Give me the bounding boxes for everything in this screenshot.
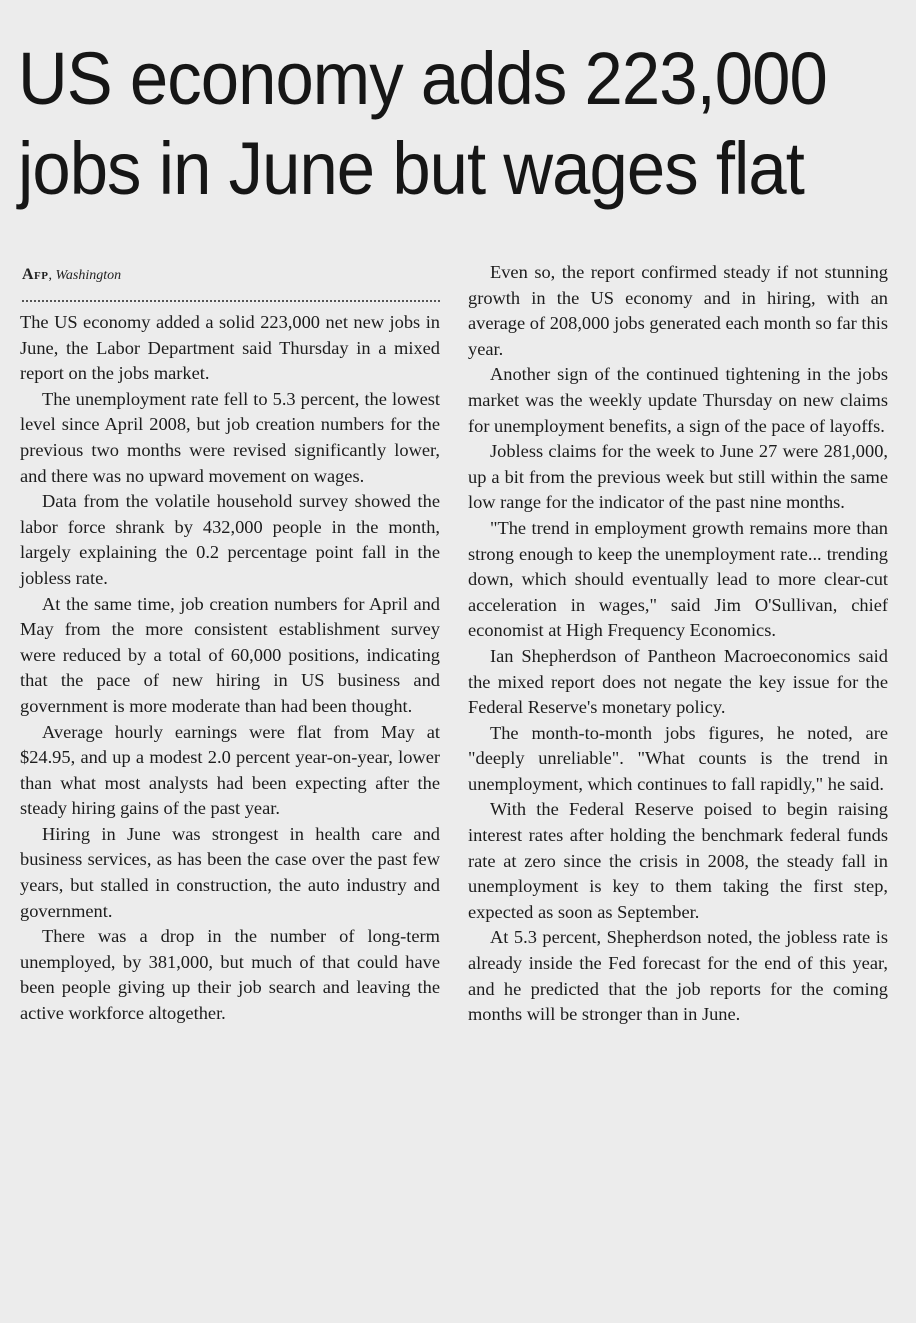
byline-separator: , (48, 268, 56, 283)
paragraph: Data from the volatile household survey showed the labor force shrank by 432,000 people in the month, largely explaining the 0.2 percentage point fall in the jobless rate. (20, 491, 440, 588)
paragraph: There was a drop in the number of long-term unemployed, by 381,000, but much of that could have been people giving up their job search and leaving the active workforce altogether. (20, 926, 440, 1024)
paragraph: Hiring in June was strongest in health care and business services, as has been the case over the past few years, but stalled in construction, the auto industry and government. (20, 823, 440, 921)
paragraph: The unemployment rate fell to 5.3 percent, the lowest level since April 2008, but job creation numbers for the previous two months were revised significantly lower, and there was no upward movement on wages. (20, 388, 440, 486)
paragraph: Even so, the report confirmed steady if not stunning growth in the US economy and in hiring, with an average of 208,000 jobs generated each month so far this year. (468, 262, 888, 359)
paragraph: The month-to-month jobs figures, he noted, are "deeply unreliable". "What counts is the trend in unemployment, which continues to fall rapidly," he said. (468, 722, 888, 794)
paragraph: Jobless claims for the week to June 27 were 281,000, up a bit from the previous week but still within the same low range for the indicator of the past nine months. (468, 441, 888, 513)
byline-location: Washington (55, 268, 122, 283)
headline: US economy adds 223,000 jobs in June but wages flat (18, 37, 827, 210)
paragraph: Ian Shepherdson of Pantheon Macroeconomics said the mixed report does not negate the key issue for the Federal Reserve's monetary policy. (468, 645, 888, 718)
paragraph: At the same time, job creation numbers for April and May from the more consistent establishment survey were reduced by a total of 60,000 positions, indicating that the pace of new hiring in US business and government is more moderate than had been thought. (20, 593, 440, 716)
byline-divider (22, 300, 440, 302)
byline (22, 266, 121, 285)
paragraph: Average hourly earnings were flat from May at $24.95, and up a modest 2.0 percent year-on-year, lower than what most analysts had been expecting after the steady hiring gains of the past year. (20, 721, 440, 819)
left-column (20, 310, 440, 1027)
paragraph: The US economy added a solid 223,000 net new jobs in June, the Labor Department said Thursday in a mixed report on the jobs market. (20, 312, 440, 384)
paragraph: At 5.3 percent, Shepherdson noted, the jobless rate is already inside the Fed forecast for the end of this year, and he predicted that the job reports for the coming months will be stronger than in June. (468, 927, 888, 1025)
byline-agency: Afp (22, 266, 49, 283)
paragraph: "The trend in employment growth remains more than strong enough to keep the unemployment rate... trending down, which should eventually lead to more clear-cut acceleration in wages," said Jim O'Sullivan, chief economist at High Frequency Economics. (468, 517, 888, 641)
right-column (468, 260, 888, 1028)
paragraph: With the Federal Reserve poised to begin raising interest rates after holding the benchmark federal funds rate at zero since the crisis in 2008, the steady fall in unemployment is key to them taking the first step, expected as soon as September. (468, 799, 888, 922)
paragraph: Another sign of the continued tightening in the jobs market was the weekly update Thursday on new claims for unemployment benefits, a sign of the pace of layoffs. (468, 364, 888, 436)
